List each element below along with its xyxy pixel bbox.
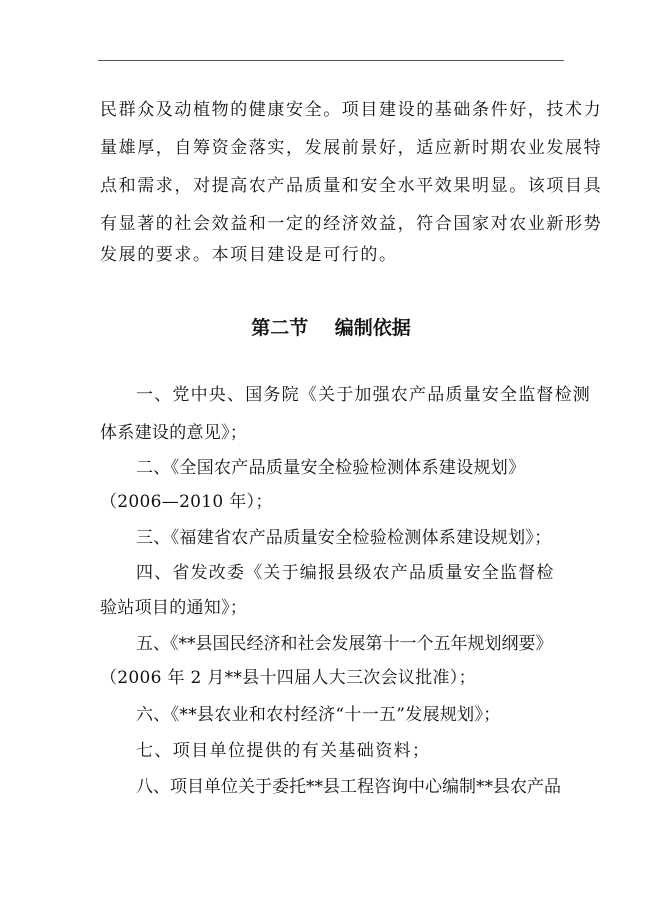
paragraph-line-3: 点和需求，对提高农产品质量和安全水平效果明显。该项目具 (100, 176, 603, 196)
basis-item-5-cont: （2006 年 2 月**县十四届人大三次会议批准）； (100, 668, 476, 688)
section-title: 第二节 编制依据 (251, 317, 411, 339)
header-rule (98, 60, 564, 61)
paragraph-line-1: 民群众及动植物的健康安全。项目建设的基础条件好，技术力 (100, 100, 603, 120)
paragraph-line-2: 量雄厚，自筹资金落实，发展前景好，适应新时期农业发展特 (100, 138, 603, 158)
basis-item-2-cont: （2006—2010 年）； (100, 492, 273, 512)
basis-item-8: 八、项目单位关于委托**县工程咨询中心编制**县农产品 (136, 777, 561, 797)
basis-item-7: 七、项目单位提供的有关基础资料； (136, 741, 431, 761)
basis-item-3: 三、《福建省农产品质量安全检验检测体系建设规划》； (136, 528, 552, 548)
basis-item-1-cont: 体系建设的意见》； (100, 423, 248, 443)
paragraph-line-4: 有显著的社会效益和一定的经济效益，符合国家对农业新形势 (100, 214, 603, 234)
basis-item-6: 六、《**县农业和农村经济“十一五”发展规划》； (136, 705, 501, 725)
basis-item-1: 一、党中央、国务院《关于加强农产品质量安全监督检测 (136, 385, 591, 405)
basis-item-4: 四、省发改委《关于编报县级农产品质量安全监督检 (136, 563, 555, 583)
basis-item-4-cont: 验站项目的通知》； (100, 598, 248, 618)
basis-item-2: 二、《全国农产品质量安全检验检测体系建设规划》 (136, 458, 526, 478)
basis-item-5: 五、《**县国民经济和社会发展第十一个五年规划纲要》 (136, 634, 553, 654)
paragraph-line-5: 发展的要求。本项目建设是可行的。 (100, 245, 398, 265)
